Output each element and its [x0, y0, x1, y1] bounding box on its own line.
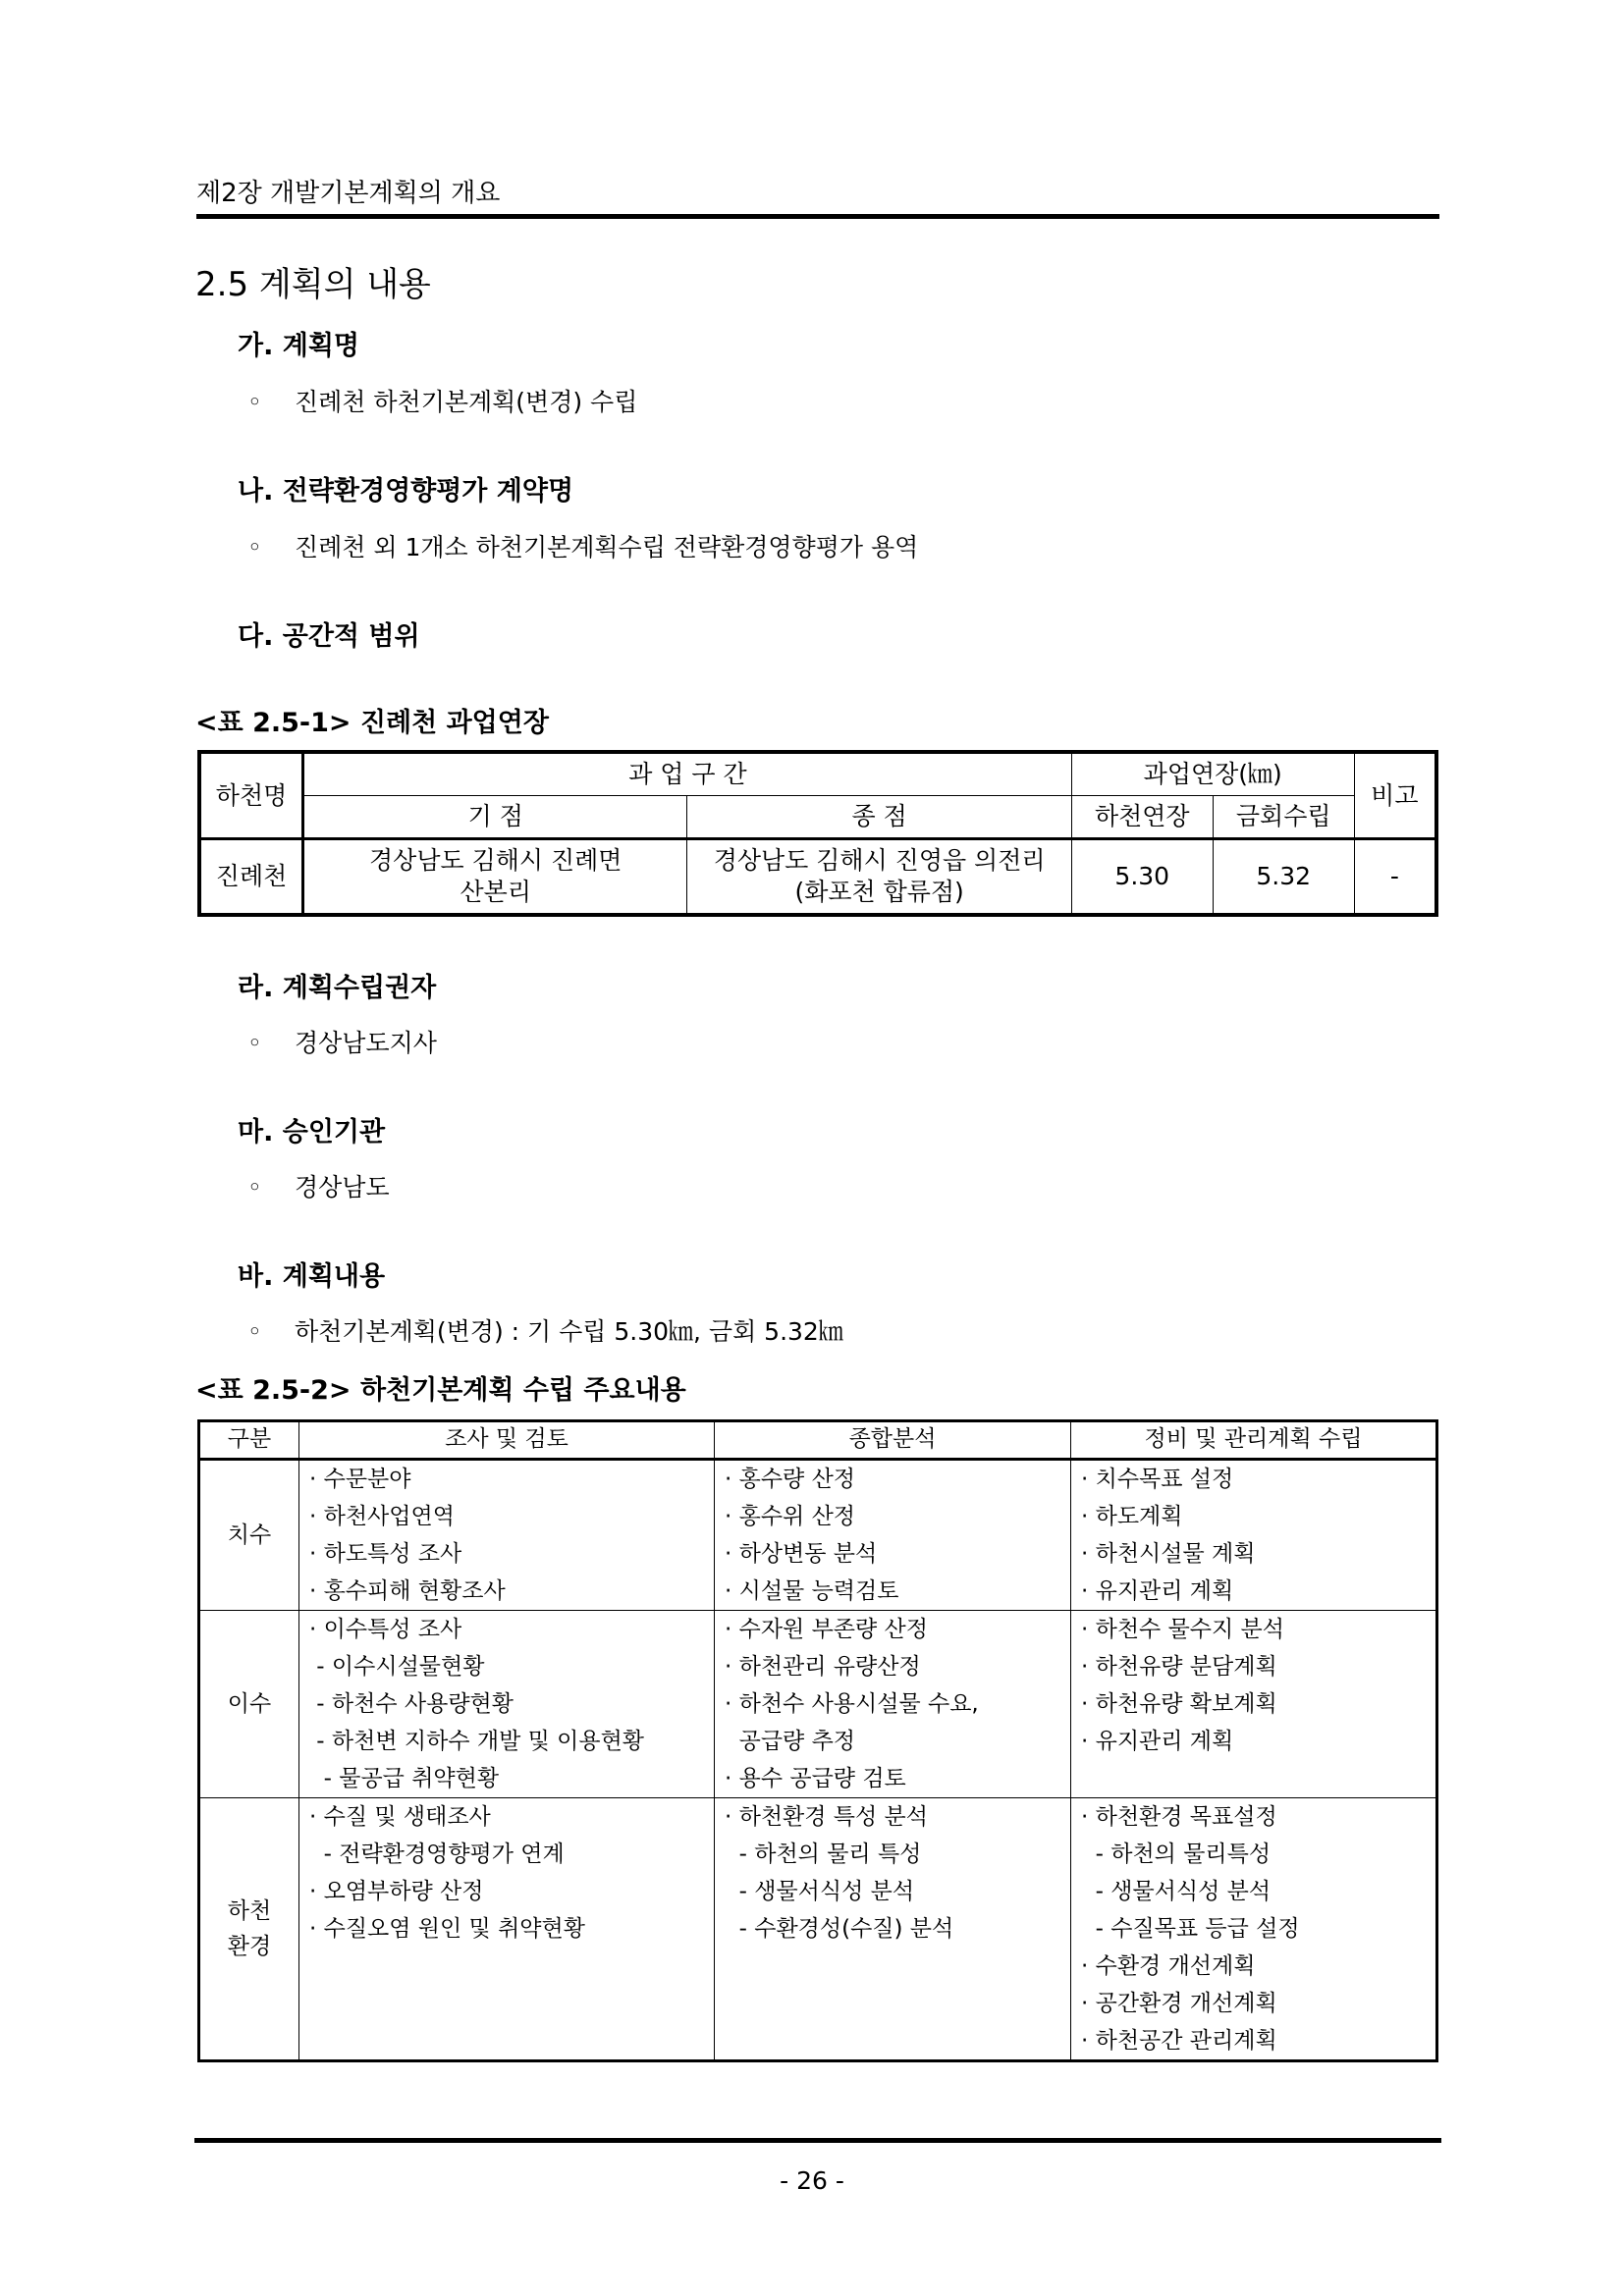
header-analysis: 종합분석 — [715, 1421, 1071, 1460]
cell-survey — [299, 1611, 715, 1798]
bullet-text: 경상남도 — [295, 1173, 390, 1201]
cell-end — [687, 839, 1071, 916]
header-category: 구분 — [199, 1421, 299, 1460]
category-river-environment — [199, 1798, 299, 2061]
list-item: · 이수특성 조사 — [309, 1617, 462, 1642]
header-end: 종 점 — [687, 796, 1071, 839]
list-item: · 수문분야 — [309, 1467, 411, 1492]
list-item: · 하천수 물수지 분석 — [1081, 1617, 1284, 1642]
header-plan: 정비 및 관리계획 수립 — [1071, 1421, 1437, 1460]
list-item: · 오염부하량 산정 — [309, 1879, 484, 1904]
list-item: · 하천환경 특성 분석 — [725, 1804, 928, 1830]
category-line1: 하천 — [227, 1898, 272, 1924]
list-item: · 유지관리 계획 — [1081, 1578, 1234, 1604]
bullet-mark: ◦ — [247, 533, 262, 561]
bullet-plan-name — [247, 383, 637, 418]
chapter-title: 제2장 개발기본계획의 개요 — [196, 179, 501, 208]
list-item: · 하도특성 조사 — [309, 1541, 462, 1567]
list-item: · 하천시설물 계획 — [1081, 1541, 1256, 1567]
page-header — [196, 173, 1439, 219]
bullet-plan-content — [247, 1312, 843, 1348]
bullet-mark: ◦ — [247, 1173, 262, 1201]
list-item: - 전략환경영향평가 연계 — [309, 1842, 565, 1867]
cell-note: - — [1354, 839, 1436, 916]
heading-spatial-scope: 다. 공간적 범위 — [238, 621, 420, 652]
list-item: · 하천환경 목표설정 — [1081, 1804, 1277, 1830]
list-item: - 물공급 취약현황 — [309, 1766, 500, 1791]
cell-start — [303, 839, 687, 916]
list-item: · 하천공간 관리계획 — [1081, 2028, 1277, 2054]
bullet-approval-agency — [247, 1168, 390, 1203]
cell-start-line2: 산본리 — [460, 878, 531, 906]
cell-plan — [1071, 1611, 1437, 1798]
cell-analysis — [715, 1611, 1071, 1798]
cell-plan — [1071, 1798, 1437, 2061]
list-item: · 유지관리 계획 — [1081, 1729, 1234, 1754]
list-item: · 홍수량 산정 — [725, 1467, 856, 1492]
cell-end-line2: (화포천 합류점) — [794, 878, 964, 906]
bullet-text: 하천기본계획(변경) : 기 수립 5.30㎞, 금회 5.32㎞ — [295, 1317, 843, 1346]
cell-survey — [299, 1460, 715, 1611]
list-item: - 생물서식성 분석 — [725, 1879, 915, 1904]
main-content-table — [197, 1419, 1438, 2062]
header-river-name: 하천명 — [199, 752, 303, 839]
category-line2: 환경 — [227, 1934, 272, 1959]
bullet-mark: ◦ — [247, 1029, 262, 1057]
list-item: - 생물서식성 분석 — [1081, 1879, 1272, 1904]
list-item: · 치수목표 설정 — [1081, 1467, 1234, 1492]
header-start: 기 점 — [303, 796, 687, 839]
bullet-text: 진례천 하천기본계획(변경) 수립 — [295, 388, 638, 416]
list-item: - 하천의 물리특성 — [1081, 1842, 1272, 1867]
cell-analysis — [715, 1460, 1071, 1611]
list-item: - 수질목표 등급 설정 — [1081, 1916, 1300, 1942]
list-item: 공급량 추정 — [725, 1729, 856, 1754]
cell-current: 5.32 — [1213, 839, 1354, 916]
cell-survey — [299, 1798, 715, 2061]
table2-caption: <표 2.5-2> 하천기본계획 수립 주요내용 — [195, 1375, 686, 1406]
list-item: · 하천관리 유량산정 — [725, 1654, 921, 1680]
cell-analysis — [715, 1798, 1071, 2061]
list-item: - 수환경성(수질) 분석 — [725, 1916, 954, 1942]
header-length: 과업연장(㎞) — [1071, 752, 1354, 796]
heading-contract-name: 나. 전략환경영향평가 계약명 — [238, 476, 574, 507]
cell-start-line1: 경상남도 김해시 진례면 — [369, 846, 623, 875]
list-item: · 하천수 사용시설물 수요, — [725, 1691, 979, 1717]
list-item: · 하상변동 분석 — [725, 1541, 878, 1567]
footer-divider — [194, 2138, 1441, 2143]
heading-plan-content: 바. 계획내용 — [238, 1261, 386, 1292]
bullet-mark: ◦ — [247, 1317, 262, 1346]
cell-river-length: 5.30 — [1071, 839, 1213, 916]
bullet-text: 경상남도지사 — [295, 1029, 437, 1057]
list-item: - 하천수 사용량현황 — [309, 1691, 514, 1717]
list-item: · 하도계획 — [1081, 1504, 1183, 1529]
header-section: 과 업 구 간 — [303, 752, 1072, 796]
list-item: · 시설물 능력검토 — [725, 1578, 899, 1604]
header-note: 비고 — [1354, 752, 1436, 839]
list-item: · 하천유량 분담계획 — [1081, 1654, 1277, 1680]
page-number: - 26 - — [780, 2166, 844, 2195]
list-item: · 용수 공급량 검토 — [725, 1766, 906, 1791]
task-length-table — [197, 750, 1438, 917]
list-item: · 하천유량 확보계획 — [1081, 1691, 1277, 1717]
heading-plan-authority: 라. 계획수립권자 — [238, 973, 437, 1003]
list-item: · 홍수위 산정 — [725, 1504, 856, 1529]
header-survey: 조사 및 검토 — [299, 1421, 715, 1460]
table-row — [199, 1611, 1437, 1798]
cell-plan — [1071, 1460, 1437, 1611]
heading-plan-name: 가. 계획명 — [238, 331, 359, 361]
list-item: · 수자원 부존량 산정 — [725, 1617, 928, 1642]
list-item: · 하천사업연역 — [309, 1504, 455, 1529]
list-item: - 하천변 지하수 개발 및 이용현황 — [309, 1729, 644, 1754]
cell-end-line1: 경상남도 김해시 진영읍 의전리 — [713, 846, 1046, 875]
list-item: · 수질 및 생태조사 — [309, 1804, 491, 1830]
category-flood: 치수 — [199, 1460, 299, 1611]
list-item: - 이수시설물현황 — [309, 1654, 485, 1680]
table-row — [199, 1460, 1437, 1611]
category-water-use: 이수 — [199, 1611, 299, 1798]
list-item: · 공간환경 개선계획 — [1081, 1991, 1277, 2016]
bullet-plan-authority — [247, 1024, 437, 1059]
list-item: - 하천의 물리 특성 — [725, 1842, 922, 1867]
bullet-mark: ◦ — [247, 388, 262, 416]
bullet-text: 진례천 외 1개소 하천기본계획수립 전략환경영향평가 용역 — [295, 533, 919, 561]
header-current: 금회수립 — [1213, 796, 1354, 839]
table1-caption: <표 2.5-1> 진례천 과업연장 — [195, 708, 549, 738]
cell-river: 진례천 — [199, 839, 303, 916]
header-river-length: 하천연장 — [1071, 796, 1213, 839]
list-item: · 수환경 개선계획 — [1081, 1953, 1256, 1979]
heading-approval-agency: 마. 승인기관 — [238, 1117, 386, 1148]
list-item: · 홍수피해 현황조사 — [309, 1578, 506, 1604]
list-item: · 수질오염 원인 및 취약현황 — [309, 1916, 585, 1942]
bullet-contract-name — [247, 528, 918, 563]
table-row — [199, 839, 1436, 916]
table-row — [199, 1798, 1437, 2061]
section-title: 2.5 계획의 내용 — [195, 265, 431, 304]
